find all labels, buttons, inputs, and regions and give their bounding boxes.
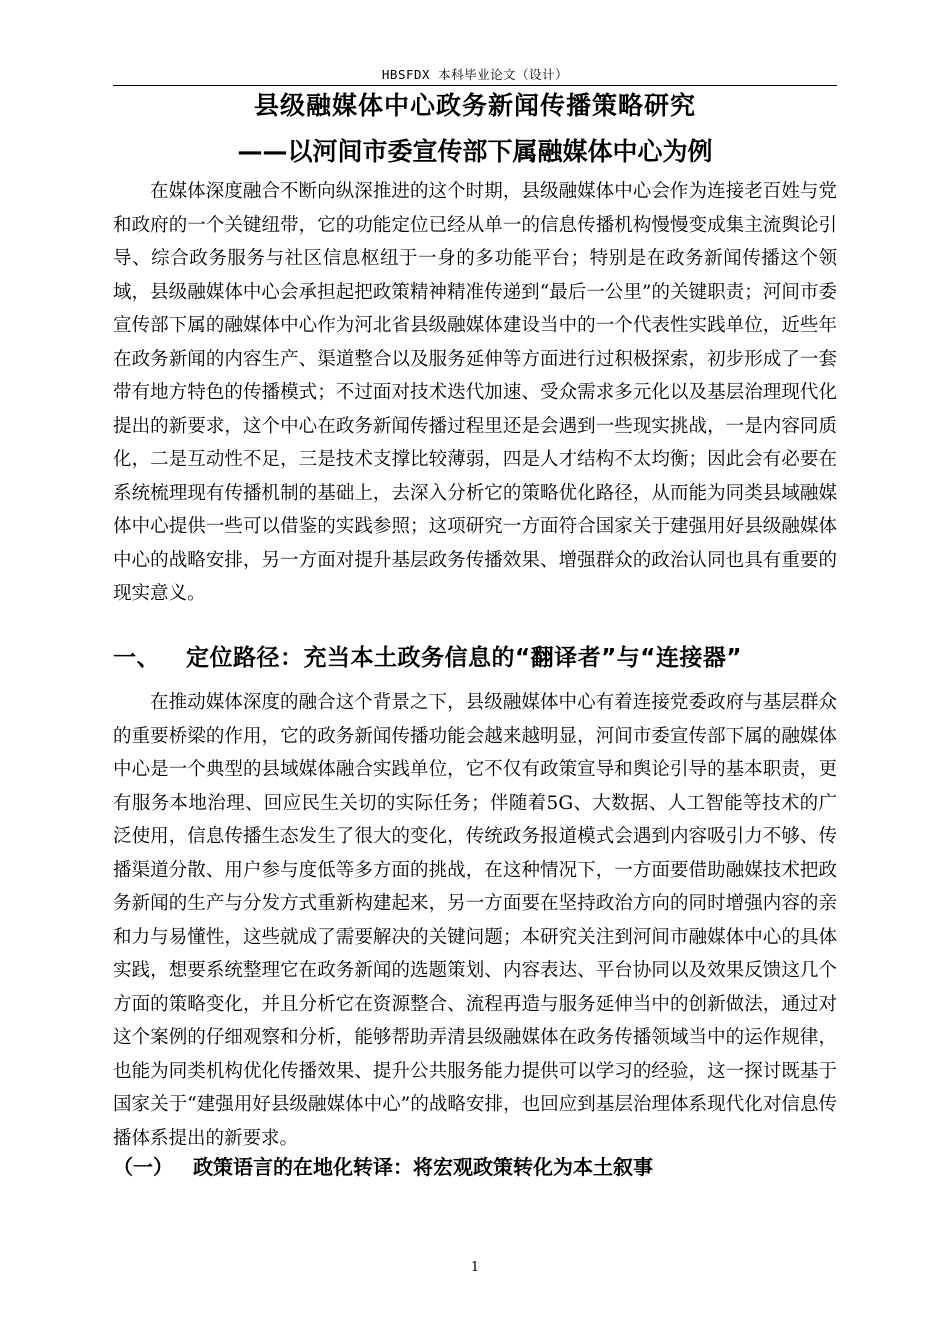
intro-paragraph: 在媒体深度融合不断向纵深推进的这个时期，县级融媒体中心会作为连接老百姓与党和政府的一个关键纽带，它的功能定位已经从单一的信息传播机构慢慢变成集主流舆论引导、综合政务服务与社区信息枢纽于一身的多功能平台；特别是在政务新闻传播这个领域，县级融媒体中心会承担起把政策精神精准传递到“最后一公里”的关键职责；河间市委宣传部下属的融媒体中心作为河北省县级融媒体建设当中的一个代表性实践单位，近些年在政务新闻的内容生产、渠道整合以及服务延伸等方面进行过积极探索，初步形成了一套带有地方特色的传播模式；不过面对技术迭代加速、受众需求多元化以及基层治理现代化提出的新要求，这个中心在政务新闻传播过程里还是会遇到一些现实挑战，一是内容同质化，二是互动性不足，三是技术支撑比较薄弱，四是人才结构不太均衡；因此会有必要在系统梳理现有传播机制的基础上，去深入分析它的策略优化路径，从而能为同类县域融媒体中心提供一些可以借鉴的实践参照；这项研究一方面符合国家关于建强用好县级融媒体中心的战略安排，另一方面对提升基层政务传播效果、增强群众的政治认同也具有重要的现实意义。 [113,181,837,604]
header-rule [113,85,837,86]
subsection-number: （一） [113,1155,173,1179]
section-heading-1 [113,640,837,676]
section-title: 定位路径：充当本土政务信息的“翻译者”与“连接器” [186,645,742,671]
document-subtitle: ——以河间市委宣传部下属融媒体中心为例 [237,137,713,166]
section-number: 一、 [113,645,160,671]
section-1-paragraph: 在推动媒体深度的融合这个背景之下，县级融媒体中心有着连接党委政府与基层群众的重要桥梁的作用，它的政务新闻传播功能会越来越明显，河间市委宣传部下属的融媒体中心是一个典型的县域媒体融合实践单位，它不仅有政策宣导和舆论引导的基本职责，更有服务本地治理、回应民生关切的实际任务；伴随着5G、大数据、人工智能等技术的广泛使用，信息传播生态发生了很大的变化，传统政务报道模式会遇到内容吸引力不够、传播渠道分散、用户参与度低等多方面的挑战，在这种情况下，一方面要借助融媒技术把政务新闻的生产与分发方式重新构建起来，另一方面要在坚持政治方向的同时增强内容的亲和力与易懂性，这些就成了需要解决的关键问题；本研究关注到河间市融媒体中心的具体实践，想要系统整理它在政务新闻的选题策划、内容表达、平台协同以及效果反馈这几个方面的策略变化，并且分析它在资源整合、流程再造与服务延伸当中的创新做法，通过对这个案例的仔细观察和分析，能够帮助弄清县级融媒体在政务传播领域当中的运作规律，也能为同类机构优化传播效果、提升公共服务能力提供可以学习的经验，这一探讨既基于国家关于“建强用好县级融媒体中心”的战略安排，也回应到基层治理体系现代化对信息传播体系提出的新要求。 [113,692,837,1149]
document-title: 县级融媒体中心政务新闻传播策略研究 [253,91,696,120]
page-number: 1 [470,1260,480,1275]
subsection-heading-1 [113,1150,837,1184]
running-header: HBSFDX 本科毕业论文（设计） [381,67,569,82]
subsection-title: 政策语言的在地化转译：将宏观政策转化为本土叙事 [193,1155,653,1179]
